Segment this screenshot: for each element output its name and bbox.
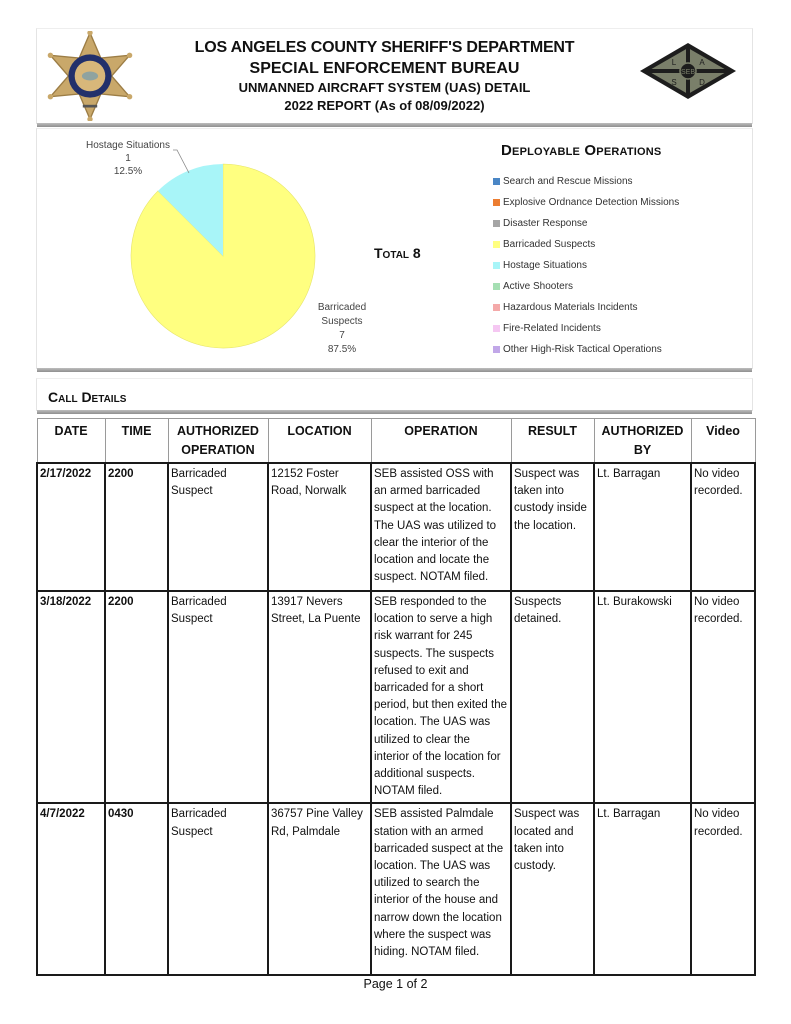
col-header-location: LOCATION <box>268 419 371 464</box>
cell-authorized-operation: Barricaded Suspect <box>168 803 268 975</box>
department-title: LOS ANGELES COUNTY SHERIFF'S DEPARTMENT <box>194 39 575 56</box>
cell-time: 2200 <box>105 463 168 591</box>
slice-label-barricaded: Barricaded Suspects 7 87.5% <box>317 302 367 355</box>
legend-item: Other High-Risk Tactical Operations <box>493 339 679 360</box>
table-header-row <box>37 419 755 464</box>
cell-result: Suspect was located and taken into custody. <box>511 803 594 975</box>
cell-time: 0430 <box>105 803 168 975</box>
svg-text:D: D <box>699 78 705 87</box>
col-header-date: DATE <box>37 419 105 464</box>
cell-video: No video recorded. <box>691 803 755 975</box>
detail-title: UNMANNED AIRCRAFT SYSTEM (UAS) DETAIL <box>238 80 531 95</box>
legend-swatch-icon <box>493 283 500 290</box>
table-row <box>37 803 755 975</box>
cell-location: 12152 Foster Road, Norwalk <box>268 463 371 591</box>
legend-item: Explosive Ordnance Detection Missions <box>493 192 679 213</box>
cell-result: Suspects detained. <box>511 591 594 803</box>
deployable-operations-chart-panel <box>36 128 753 369</box>
cell-authorized-by: Lt. Barragan <box>594 803 691 975</box>
col-header-operation: OPERATION <box>371 419 511 464</box>
cell-date: 2/17/2022 <box>37 463 105 591</box>
cell-date: 3/18/2022 <box>37 591 105 803</box>
cell-operation: SEB assisted OSS with an armed barricaded suspect at the location. The UAS was utilized to clear the interior of the location and locate the suspect. NOTAM filed. <box>371 463 511 591</box>
legend-swatch-icon <box>493 220 500 227</box>
call-details-title: Call Details <box>48 389 127 405</box>
legend-item: Fire-Related Incidents <box>493 318 679 339</box>
report-header <box>36 28 753 124</box>
legend-swatch-icon <box>493 199 500 206</box>
cell-operation: SEB responded to the location to serve a high risk warrant for 245 suspects. The suspects refused to exit and barricaded for a short period, but then exited the location. The UAS was utilized to clear the interior of the location for additional suspects. NOTAM filed. <box>371 591 511 803</box>
cell-time: 2200 <box>105 591 168 803</box>
legend-swatch-icon <box>493 262 500 269</box>
legend-swatch-icon <box>493 325 500 332</box>
chart-legend <box>493 171 679 360</box>
report-date-title: 2022 REPORT (As of 08/09/2022) <box>284 98 485 113</box>
cell-authorized-by: Lt. Barragan <box>594 463 691 591</box>
call-details-table <box>36 418 756 976</box>
sheriff-star-badge-icon <box>45 31 135 121</box>
cell-operation: SEB assisted Palmdale station with an armed barricaded suspect at the location. The UAS was utilized to search the interior of the house and narrow down the location where the suspect was hiding. NOTAM filed. <box>371 803 511 975</box>
page-number: Page 1 of 2 <box>363 977 428 991</box>
cell-location: 36757 Pine Valley Rd, Palmdale <box>268 803 371 975</box>
legend-swatch-icon <box>493 178 500 185</box>
svg-text:L: L <box>671 58 677 67</box>
legend-swatch-icon <box>493 346 500 353</box>
col-header-result: RESULT <box>511 419 594 464</box>
cell-authorized-by: Lt. Burakowski <box>594 591 691 803</box>
cell-result: Suspect was taken into custody inside the location. <box>511 463 594 591</box>
col-header-video: Video <box>691 419 755 464</box>
col-header-time: TIME <box>105 419 168 464</box>
legend-swatch-icon <box>493 241 500 248</box>
table-row <box>37 463 755 591</box>
legend-item: Hostage Situations <box>493 255 679 276</box>
table-row <box>37 591 755 803</box>
legend-swatch-icon <box>493 304 500 311</box>
cell-video: No video recorded. <box>691 591 755 803</box>
svg-text:S: S <box>671 78 677 87</box>
legend-item: Search and Rescue Missions <box>493 171 679 192</box>
seb-special-weapons-team-logo-icon <box>638 41 738 101</box>
cell-location: 13917 Nevers Street, La Puente <box>268 591 371 803</box>
col-header-authorized-operation: AUTHORIZED OPERATION <box>168 419 268 464</box>
pie-chart <box>130 163 316 349</box>
legend-item: Hazardous Materials Incidents <box>493 297 679 318</box>
call-details-panel <box>36 378 753 411</box>
svg-text:SEB: SEB <box>680 69 696 76</box>
cell-date: 4/7/2022 <box>37 803 105 975</box>
legend-title: Deployable Operations <box>501 142 662 159</box>
cell-authorized-operation: Barricaded Suspect <box>168 591 268 803</box>
legend-item: Disaster Response <box>493 213 679 234</box>
cell-video: No video recorded. <box>691 463 755 591</box>
cell-authorized-operation: Barricaded Suspect <box>168 463 268 591</box>
col-header-authorized-by: AUTHORIZED BY <box>594 419 691 464</box>
svg-text:A: A <box>699 58 705 67</box>
legend-item: Active Shooters <box>493 276 679 297</box>
legend-item: Barricaded Suspects <box>493 234 679 255</box>
bureau-title: SPECIAL ENFORCEMENT BUREAU <box>249 60 520 77</box>
slice-label-hostage: Hostage Situations 1 12.5% <box>86 140 170 177</box>
total-count: Total 8 <box>374 245 421 261</box>
